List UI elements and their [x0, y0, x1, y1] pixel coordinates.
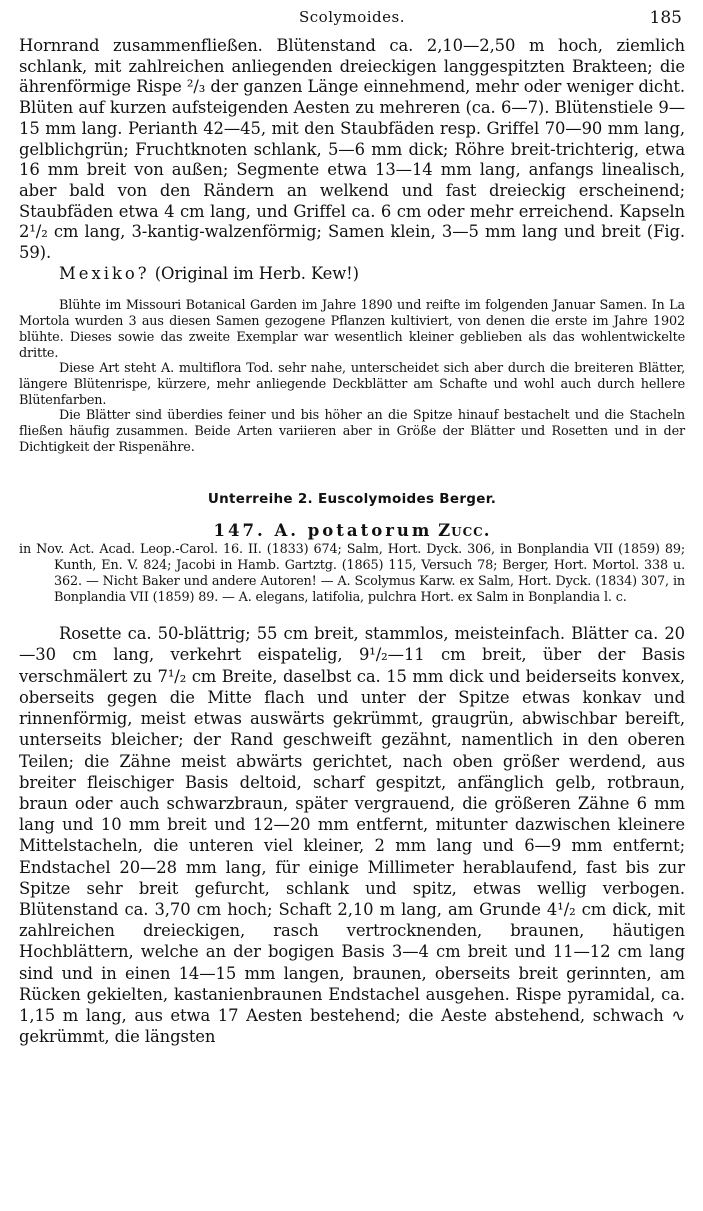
- origin-line: [19, 264, 685, 285]
- subseries-heading: Unterreihe 2. Euscolymoides Berger.: [207, 491, 497, 508]
- description-paragraph: Rosette ca. 50-blättrig; 55 cm breit, stammlos, meisteinfach. Blätter ca. 20—30 cm lang, verkehrt eispatelig, 9¹/₂—11 cm breit, über der Basis verschmälert zu 7¹/₂ cm Breite, daselbst ca. 15 mm dick und beiderseits konvex, oberseits gegen die Mitte flach und unter der Spitze etwas konkav und rinnenförmig, meist etwas auswärts gekrümmt, graugrün, abwischbar bereift, unterseits bleicher; der Rand geschweift gezähnt, namentlich in den oberen Teilen; die Zähne meist abwärts gerichtet, nach oben größer werdend, aus breiter fleischiger Basis deltoid, scharf gespitzt, anfänglich gelb, rotbraun, braun oder auch schwarzbraun, später vergrauend, die größeren Zähne 6 mm lang und 10 mm breit und 12—20 mm entfernt, mitunter dazwischen kleinere Mittelstacheln, die unteren viel kleiner, 2 mm lang und 6—9 mm entfernt; Endstachel 20—28 mm lang, für einige Millimeter herablaufend, fast bis zur Spitze sehr breit gefurcht, schlank und spitz, etwas wellig verbogen. Blütenstand ca. 3,70 cm hoch; Schaft 2,10 m lang, am Grunde 4¹/₂ cm dick, mit zahlreichen dreieckigen, rasch vertrocknenden, braunen, häutigen Hochblättern, welche an der bogigen Basis 3—4 cm breit und 11—12 cm lang sind und in einen 14—15 mm langen, braunen, oberseits breit gerinnten, am Rücken gekielten, kastanienbraunen Endstachel ausgehen. Rispe pyramidal, ca. 1,15 m lang, aus etwa 17 Aesten bestehend; die Aeste abstehend, schwach ∿ gekrümmt, die längsten: [19, 624, 685, 1047]
- page-number: 185: [649, 8, 682, 28]
- note-paragraph-3: Die Blätter sind überdies feiner und bis höher an die Spitze hinauf bestachelt und die Stacheln fließen häufig zusammen. Beide Arten variieren aber in Größe der Blätter und Rosetten und in der Dichtigkeit der Rispenähre.: [19, 408, 685, 455]
- species-name: 147. A. potatorum: [213, 521, 433, 541]
- species-heading: [19, 521, 685, 540]
- notes-block: [19, 298, 685, 455]
- description-block: [19, 623, 685, 1047]
- synonymy-paragraph: in Nov. Act. Acad. Leop.-Carol. 16. II. (1833) 674; Salm, Hort. Dyck. 306, in Bonplandia VII (1859) 89; Kunth, En. V. 824; Jacobi in Hamb. Gartztg. (1865) 115, Versuch 78; Berger, Hort. Mortol. 338 u. 362. — Nicht Baker und andere Autoren! — A. Scolymus Karw. ex Salm, Hort. Dyck. (1834) 307, in Bonplandia VII (1859) 89. — A. elegans, latifolia, pulchra Hort. ex Salm in Bonplandia l. c.: [19, 542, 685, 605]
- continued-paragraph-text: Hornrand zusammenfließen. Blütenstand ca. 2,10—2,50 m hoch, ziemlich schlank, mit zahlreichen anliegenden dreieckigen langgespitzten Brakteen; die ährenförmige Rispe ²/₃ der ganzen Länge einnehmend, mehr oder weniger dicht. Blüten auf kurzen aufsteigenden Aesten zu mehreren (ca. 6—7). Blütenstiele 9—15 mm lang. Perianth 42—45, mit den Staubfäden resp. Griffel 70—90 mm lang, gelblichgrün; Fruchtknoten schlank, 5—6 mm dick; Röhre breit-trichterig, etwa 16 mm breit von außen; Segmente etwa 13—14 mm lang, anfangs linealisch, aber bald von den Rändern an welkend und fast dreieckig erscheinend; Staubfäden etwa 4 cm lang, und Griffel ca. 6 cm oder mehr erreichend. Kapseln 2¹/₂ cm lang, 3-kantig-walzenförmig; Samen klein, 3—5 mm lang und breit (Fig. 59).: [19, 36, 685, 263]
- continued-paragraph: [19, 36, 685, 264]
- page-header: [19, 6, 685, 36]
- origin-note: (Original im Herb. Kew!): [154, 263, 359, 283]
- running-title: Scolymoides.: [299, 8, 405, 26]
- note-paragraph-2: Diese Art steht A. multiflora Tod. sehr nahe, unterscheidet sich aber durch die breiteren Blätter, längere Blütenrispe, kürzere, mehr anliegende Deckblätter am Schafte und wohl auch durch hellere Blütenfarben.: [19, 361, 685, 408]
- note-paragraph-1: Blühte im Missouri Botanical Garden im Jahre 1890 und reifte im folgenden Januar Samen. In La Mortola wurden 3 aus diesen Samen gezogene Pflanzen kultiviert, von denen die erste im Jahre 1902 blühte. Dieses sowie das zweite Exemplar war wesentlich kleiner geblieben als das wohlentwickelte dritte.: [19, 298, 685, 361]
- origin-country: Mexiko?: [59, 263, 150, 283]
- species-author: Zucc.: [438, 521, 491, 541]
